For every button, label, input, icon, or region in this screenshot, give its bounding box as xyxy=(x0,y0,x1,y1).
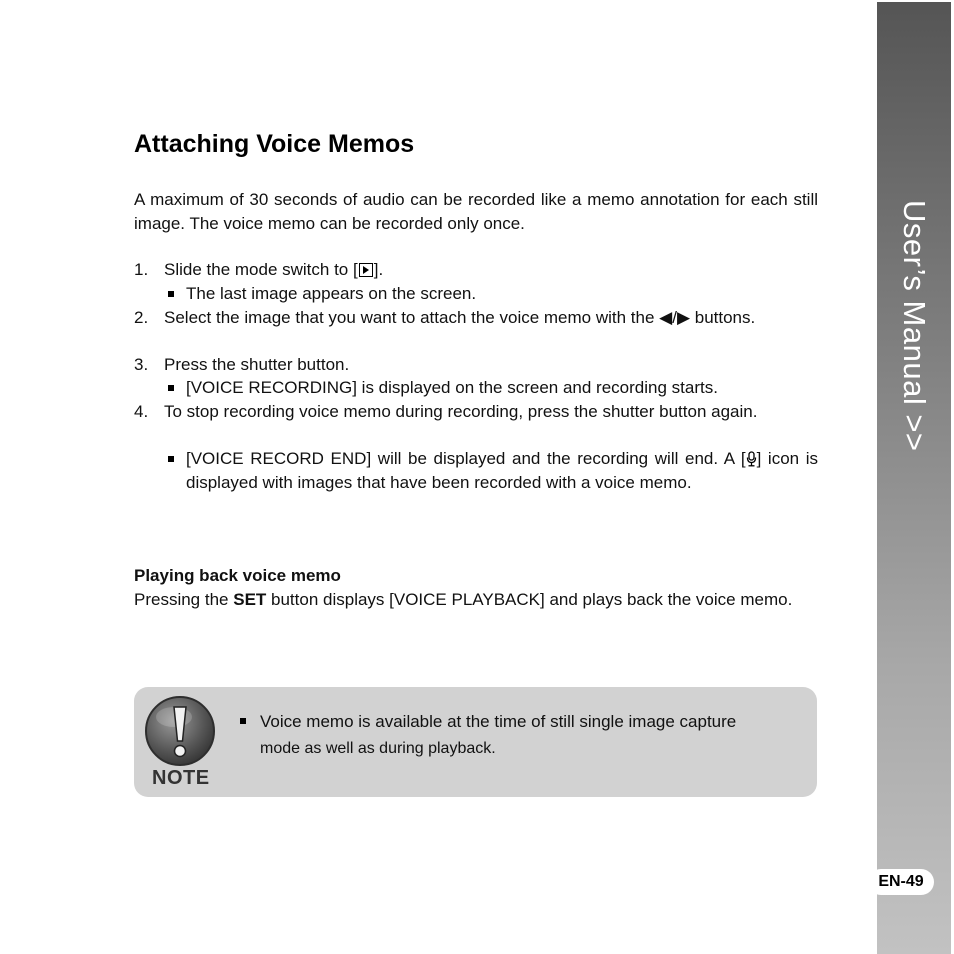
step-number: 4. xyxy=(134,402,149,421)
intro-paragraph: A maximum of 30 seconds of audio can be recorded like a memo annotation for each still image. The voice memo can be recorded only once. xyxy=(134,190,818,233)
voice-memo-icon xyxy=(746,450,757,466)
page-title: Attaching Voice Memos xyxy=(134,130,415,158)
note-label: NOTE xyxy=(152,767,210,789)
bullet-marker xyxy=(168,291,174,297)
step-number: 3. xyxy=(134,355,149,374)
note-box xyxy=(134,687,817,797)
step-text: To stop recording voice memo during recording, press the shutter button again. xyxy=(164,402,758,421)
side-tab-text xyxy=(877,2,951,954)
playback-mode-icon xyxy=(359,263,373,277)
note-text: Voice memo is available at the time of still single image capture mode as well as during playback. xyxy=(260,712,737,757)
side-tab xyxy=(877,2,951,954)
set-button-label: SET xyxy=(233,590,267,609)
step-text: Slide the mode switch to [ ]. xyxy=(164,260,384,279)
bullet-marker xyxy=(168,385,174,391)
exclamation-icon xyxy=(144,695,216,767)
bullet-marker xyxy=(240,718,246,724)
step-number: 2. xyxy=(134,308,149,327)
step-text: Press the shutter button. xyxy=(164,355,350,374)
step-number: 1. xyxy=(134,260,149,279)
page-number: EN-49 xyxy=(868,869,934,895)
step-text: Select the image that you want to attach the voice memo with the ◀/▶ buttons. xyxy=(164,308,756,327)
side-tab-label: User’s Manual >> xyxy=(897,200,932,452)
bullet-marker xyxy=(168,456,174,462)
playback-paragraph: Pressing the SET button displays [VOICE PLAYBACK] and plays back the voice memo. xyxy=(134,590,793,609)
playback-heading: Playing back voice memo xyxy=(134,566,341,585)
bullet-text: [VOICE RECORD END] will be displayed and the recording will end. A [ ] icon is displayed with images that have been recorded with a voice memo. xyxy=(186,449,819,492)
bullet-text: [VOICE RECORDING] is displayed on the screen and recording starts. xyxy=(186,378,718,397)
bullet-text: The last image appears on the screen. xyxy=(186,284,477,303)
